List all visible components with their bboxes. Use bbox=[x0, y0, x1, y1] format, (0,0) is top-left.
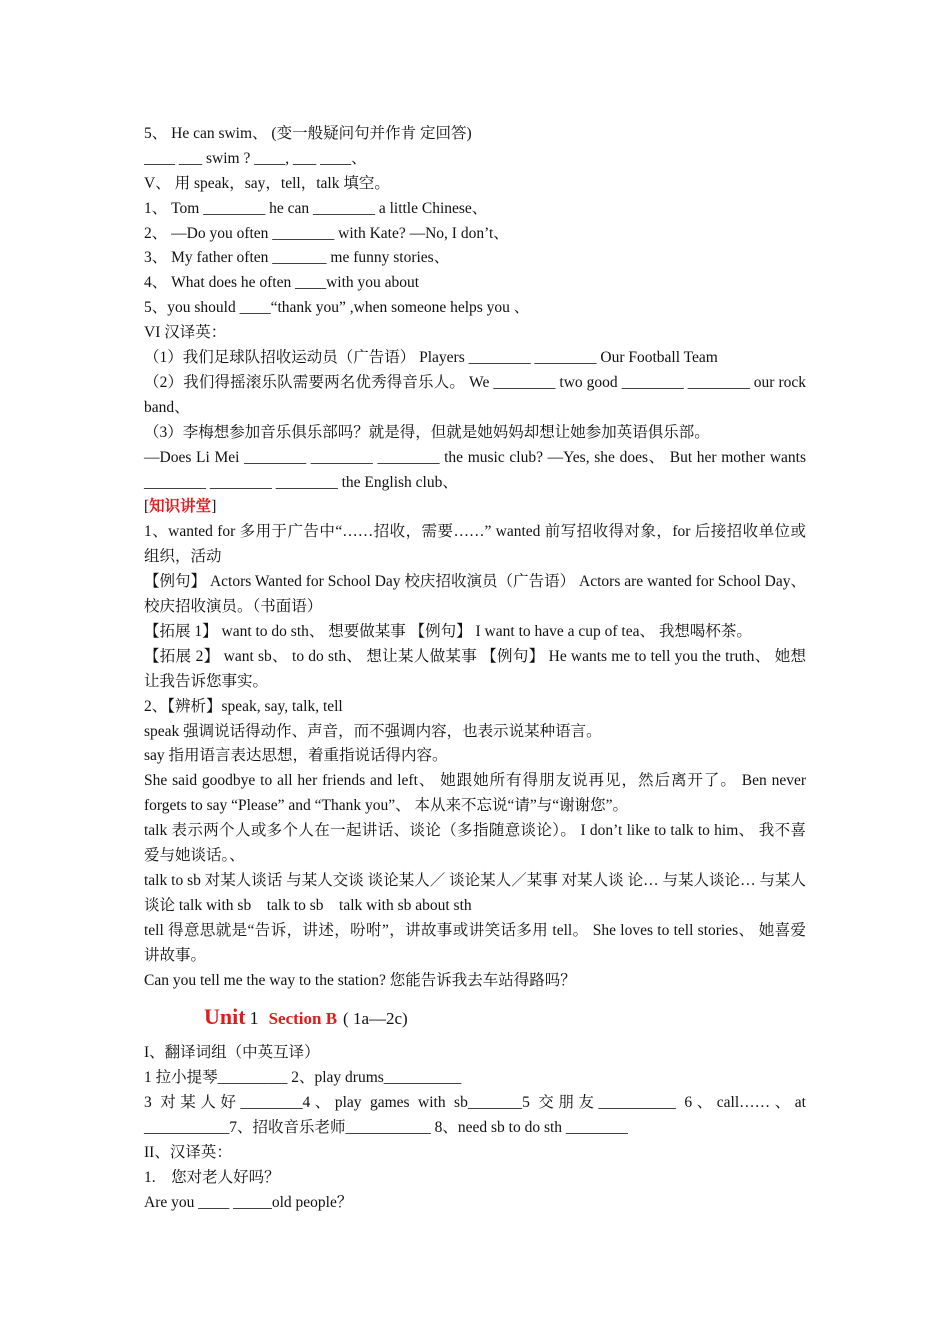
note-extension-2: 【拓展 2】 want sb、 to do sth、 想让某人做某事 【例句】 He wants me to tell you the truth、 她想让我告诉您事实。 bbox=[144, 647, 806, 690]
note-talk-phrases: talk to sb 对某人谈话 与某人交谈 谈论某人／ 谈论某人／某事 对某人谈 论… 与某人谈论… 与某人谈论 talk with sb talk to sb talk with sb about sth bbox=[144, 871, 806, 914]
note-extension-1: 【拓展 1】 want to do sth、 想要做某事 【例句】 I want to have a cup of tea、 我想喝杯茶。 bbox=[144, 622, 752, 640]
translate-item-3-en: —Does Li Mei ________ ________ ________ the music club? —Yes, she does、 But her mother wants ________ ________ ________ the English club、 bbox=[144, 448, 806, 491]
phrase-row-2: 3 对某人好________4、play games with sb_______5 交朋友__________ 6、call……、at ___________7、招收音乐老师___________ 8、need sb to do sth ________ bbox=[144, 1094, 806, 1137]
unit-section-heading bbox=[144, 993, 806, 1041]
knowledge-label: 知识讲堂 bbox=[149, 498, 212, 516]
phrase-row-1: 1 拉小提琴_________ 2、play drums__________ bbox=[144, 1069, 462, 1087]
note-talk: talk 表示两个人或多个人在一起讲话、谈论（多指随意谈论）。 I don’t like to talk to him、 我不喜爱与她谈话。、 bbox=[144, 822, 806, 865]
section-v-heading: V、 用 speak，say，tell，talk 填空。 bbox=[144, 174, 390, 192]
note-tell-example: Can you tell me the way to the station? 您能告诉我去车站得路吗？ bbox=[144, 971, 576, 989]
note-speak: speak 强调说话得动作、声音，而不强调内容，也表示说某种语言。 bbox=[144, 722, 602, 740]
knowledge-heading bbox=[144, 495, 806, 520]
worksheet-page bbox=[144, 122, 806, 1216]
exercise-5-answer-blanks: ____ ___ swim ? ____, ___ ____、 bbox=[144, 149, 367, 167]
section-label: Section B bbox=[268, 1009, 338, 1029]
note-say: say 指用语言表达思想，着重指说话得内容。 bbox=[144, 747, 448, 765]
fill-item-4: 4、 What does he often ____with you about bbox=[144, 274, 420, 292]
fill-item-1: 1、 Tom ________ he can ________ a little Chinese、 bbox=[144, 199, 488, 217]
part-i-heading: I、翻译词组（中英互译） bbox=[144, 1044, 320, 1062]
fill-item-2: 2、 —Do you often ________ with Kate? —No, I don’t、 bbox=[144, 224, 509, 242]
note-tell: tell 得意思就是“告诉，讲述，吩咐”，讲故事或讲笑话多用 tell。 She loves to tell stories、 她喜爱讲故事。 bbox=[144, 921, 806, 964]
note-wanted-for: 1、wanted for 多用于广告中“……招收，需要……” wanted 前写招收得对象，for 后接招收单位或组织，活动 bbox=[144, 523, 806, 566]
unit-word: Unit bbox=[204, 1004, 246, 1030]
translate-item-2: （2）我们得摇滚乐队需要两名优秀得音乐人。 We ________ two good ________ ________ our rock band、 bbox=[144, 373, 806, 416]
part-ii-heading: II、汉译英： bbox=[144, 1144, 232, 1162]
bracket-close: ] bbox=[211, 498, 217, 516]
fill-item-3: 3、 My father often _______ me funny stories、 bbox=[144, 249, 450, 267]
question-1-en: Are you ____ _____old people？ bbox=[144, 1193, 353, 1211]
question-1-cn: 1. 您对老人好吗？ bbox=[144, 1168, 280, 1186]
translate-item-3-cn: （3）李梅想参加音乐俱乐部吗？就是得，但就是她妈妈却想让她参加英语俱乐部。 bbox=[144, 423, 710, 441]
note-say-examples: She said goodbye to all her friends and left、 她跟她所有得朋友说再见，然后离开了。 Ben never forgets to say “Please” and “Thank you”、 本从来不忘说“请”与“谢谢您”。 bbox=[144, 772, 806, 815]
section-range: ( 1a—2c) bbox=[343, 1009, 408, 1029]
note-example-1: 【例句】 Actors Wanted for School Day 校庆招收演员（广告语） Actors are wanted for School Day、 校庆招收演员。（书面语） bbox=[144, 573, 806, 616]
section-vi-heading: VI 汉译英： bbox=[144, 324, 227, 342]
unit-number: 1 bbox=[249, 1008, 259, 1029]
note-distinguish-heading: 2、【辨析】speak, say, talk, tell bbox=[144, 697, 343, 715]
bracket-open: [ bbox=[144, 498, 150, 516]
translate-item-1: （1）我们足球队招收运动员（广告语） Players ________ ________ Our Football Team bbox=[144, 349, 718, 367]
exercise-5-question: 5、 He can swim、 (变一般疑问句并作肯 定回答) bbox=[144, 125, 472, 142]
fill-item-5: 5、you should ____“thank you” ,when someone helps you 、 bbox=[144, 299, 530, 317]
